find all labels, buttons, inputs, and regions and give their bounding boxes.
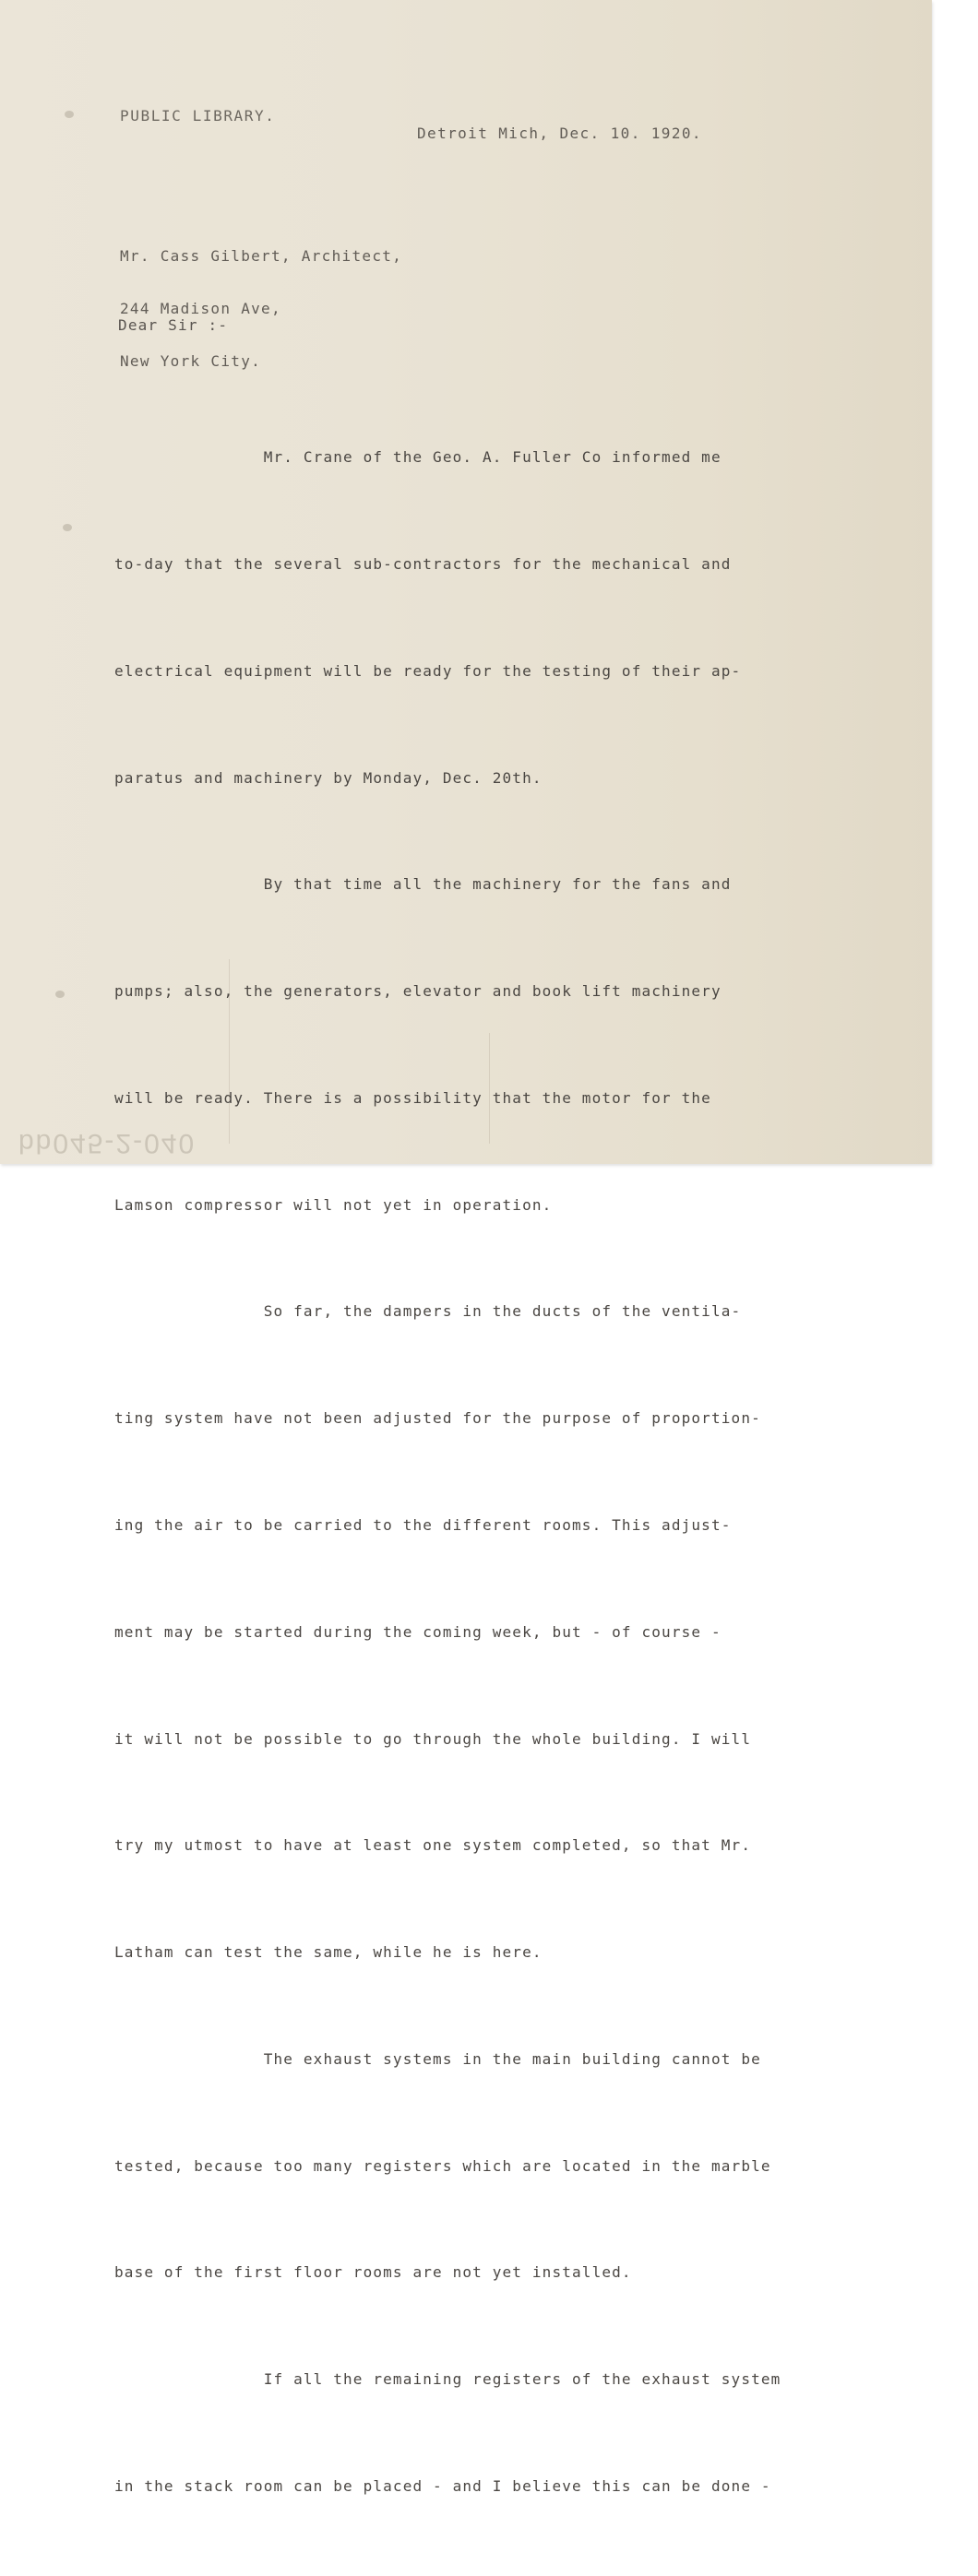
paper-mark xyxy=(63,524,72,531)
body-line: ting system have not been adjusted for the purpose of proportion- xyxy=(114,1409,761,1428)
body-line: ing the air to be carried to the different rooms. This adjust- xyxy=(114,1516,732,1534)
body-line: So far, the dampers in the ducts of the ventila- xyxy=(114,1302,742,1321)
recipient-line: Mr. Cass Gilbert, Architect, xyxy=(120,247,403,265)
body-line: to-day that the several sub-contractors for the mechanical and xyxy=(114,554,732,573)
body-line: tested, because too many registers which are located in the marble xyxy=(114,2156,771,2175)
recipient-line: New York City. xyxy=(120,352,262,370)
archive-stamp: bb045-2-040 xyxy=(18,1128,197,1158)
salutation: Dear Sir :- xyxy=(118,316,229,334)
body-line: electrical equipment will be ready for the testing of their ap- xyxy=(114,661,742,680)
dateline: Detroit Mich, Dec. 10. 1920. xyxy=(417,125,702,142)
body-line: it will not be possible to go through the whole building. I will xyxy=(114,1729,752,1748)
paper-mark xyxy=(55,991,65,998)
letterhead: PUBLIC LIBRARY. xyxy=(120,107,276,125)
recipient-line: 244 Madison Ave, xyxy=(120,300,281,317)
body-line: paratus and machinery by Monday, Dec. 20th. xyxy=(114,768,543,787)
body-line: The exhaust systems in the main building cannot be xyxy=(114,2049,761,2068)
body-line: If all the remaining registers of the exhaust system xyxy=(114,2370,781,2389)
body-line: pumps; also, the generators, elevator and book lift machinery xyxy=(114,982,722,1001)
body-line: base of the first floor rooms are not yet installed. xyxy=(114,2263,632,2282)
body-line: in the stack room can be placed - and I believe this can be done - xyxy=(114,2477,771,2496)
paper-mark xyxy=(65,111,74,118)
letter-body xyxy=(114,369,834,2576)
body-line: will be ready. There is a possibility that the motor for the xyxy=(114,1088,711,1107)
body-line: try my utmost to have at least one system completed, so that Mr. xyxy=(114,1836,752,1855)
body-line: Latham can test the same, while he is here. xyxy=(114,1943,543,1962)
body-line: Mr. Crane of the Geo. A. Fuller Co informed me xyxy=(114,448,722,467)
body-line: ment may be started during the coming week, but - of course - xyxy=(114,1622,722,1641)
body-line: By that time all the machinery for the fans and xyxy=(114,875,732,894)
body-line: Lamson compressor will not yet in operation. xyxy=(114,1195,553,1214)
